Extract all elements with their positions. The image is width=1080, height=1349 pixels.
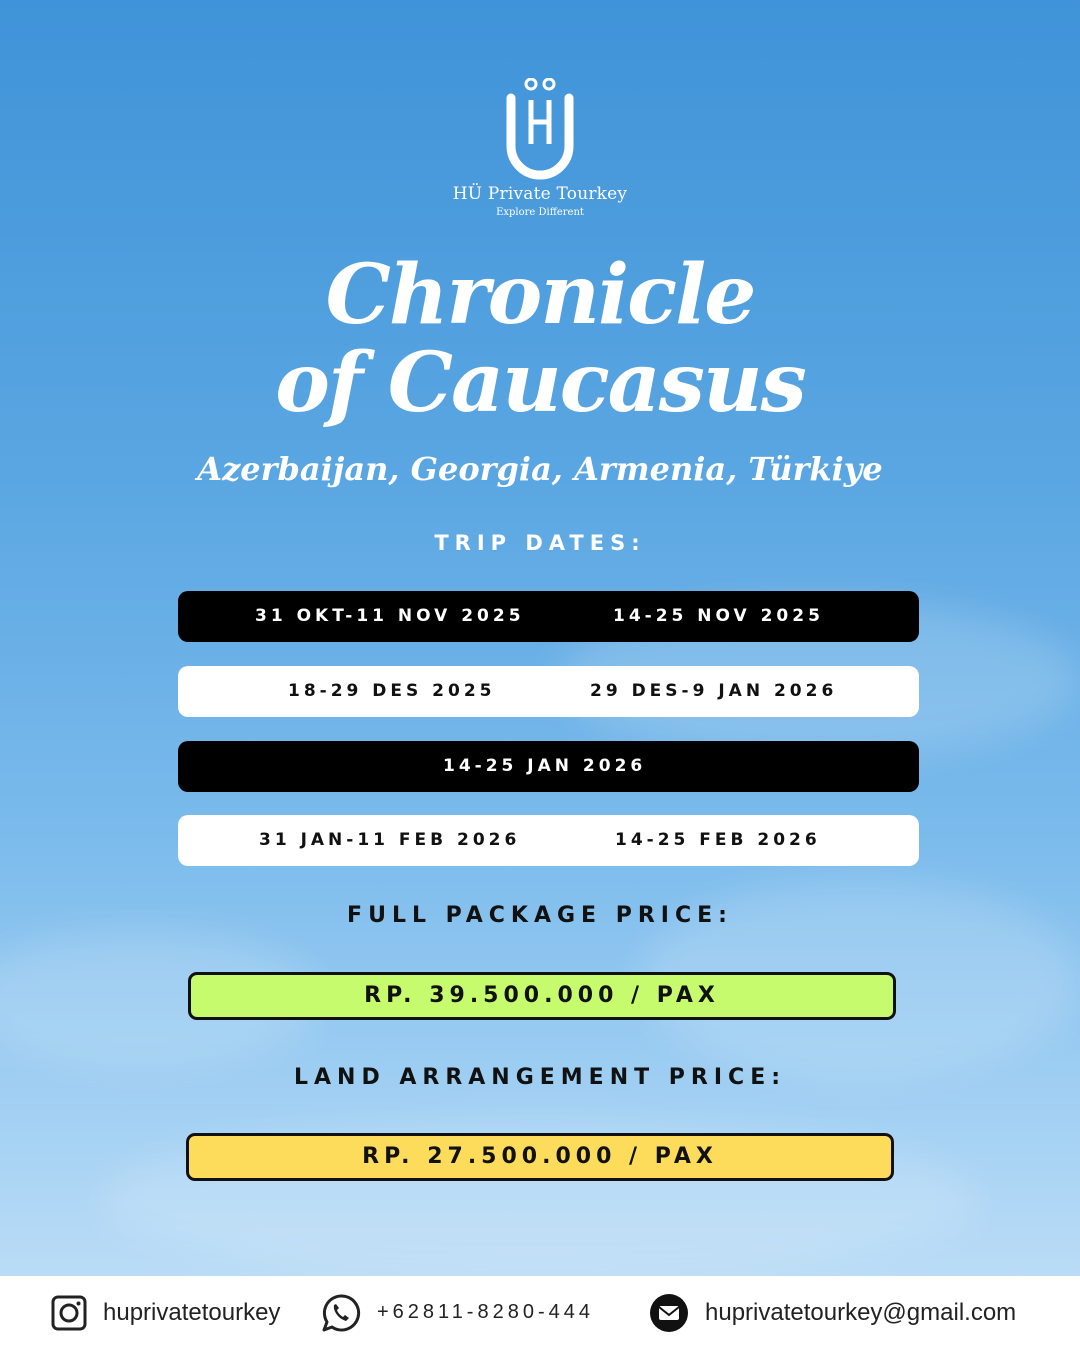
full-package-label: FULL PACKAGE PRICE:	[347, 903, 733, 928]
brand-logo	[0, 78, 1080, 218]
page-title-line2: of Caucasus	[275, 335, 805, 431]
email-contact[interactable]	[649, 1276, 1016, 1349]
countries-subtitle: Azerbaijan, Georgia, Armenia, Türkiye	[197, 450, 883, 488]
phone-number: +62811-8280-444	[377, 1301, 594, 1323]
land-arrangement-price: RP. 27.500.000 / PAX	[186, 1133, 894, 1181]
date-item: 14-25 NOV 2025	[613, 606, 824, 626]
hu-logo-icon	[505, 78, 575, 180]
instagram-contact[interactable]	[51, 1276, 280, 1349]
page-title-line1: Chronicle	[325, 247, 755, 343]
date-row	[178, 591, 919, 642]
date-item: 14-25 JAN 2026	[443, 756, 647, 776]
brand-tagline: Explore Different	[496, 207, 584, 218]
date-row	[178, 815, 919, 866]
email-address: huprivatetourkey@gmail.com	[705, 1298, 1017, 1326]
date-item: 29 DES-9 JAN 2026	[590, 681, 838, 701]
date-item: 18-29 DES 2025	[288, 681, 496, 701]
date-row	[178, 666, 919, 717]
instagram-handle: huprivatetourkey	[103, 1298, 281, 1326]
contact-footer	[0, 1276, 1080, 1349]
whatsapp-icon	[321, 1293, 361, 1333]
brand-name: HÜ Private Tourkey	[452, 184, 628, 204]
whatsapp-contact[interactable]	[321, 1276, 594, 1349]
land-arrangement-label: LAND ARRANGEMENT PRICE:	[293, 1065, 787, 1090]
trip-dates-label: TRIP DATES:	[434, 531, 646, 555]
mail-icon	[649, 1293, 689, 1333]
date-item: 31 JAN-11 FEB 2026	[259, 830, 521, 850]
date-item: 14-25 FEB 2026	[615, 830, 821, 850]
date-item: 31 OKT-11 NOV 2025	[255, 606, 525, 626]
instagram-icon	[51, 1295, 87, 1331]
full-package-price: RP. 39.500.000 / PAX	[188, 972, 896, 1020]
date-row	[178, 741, 919, 792]
